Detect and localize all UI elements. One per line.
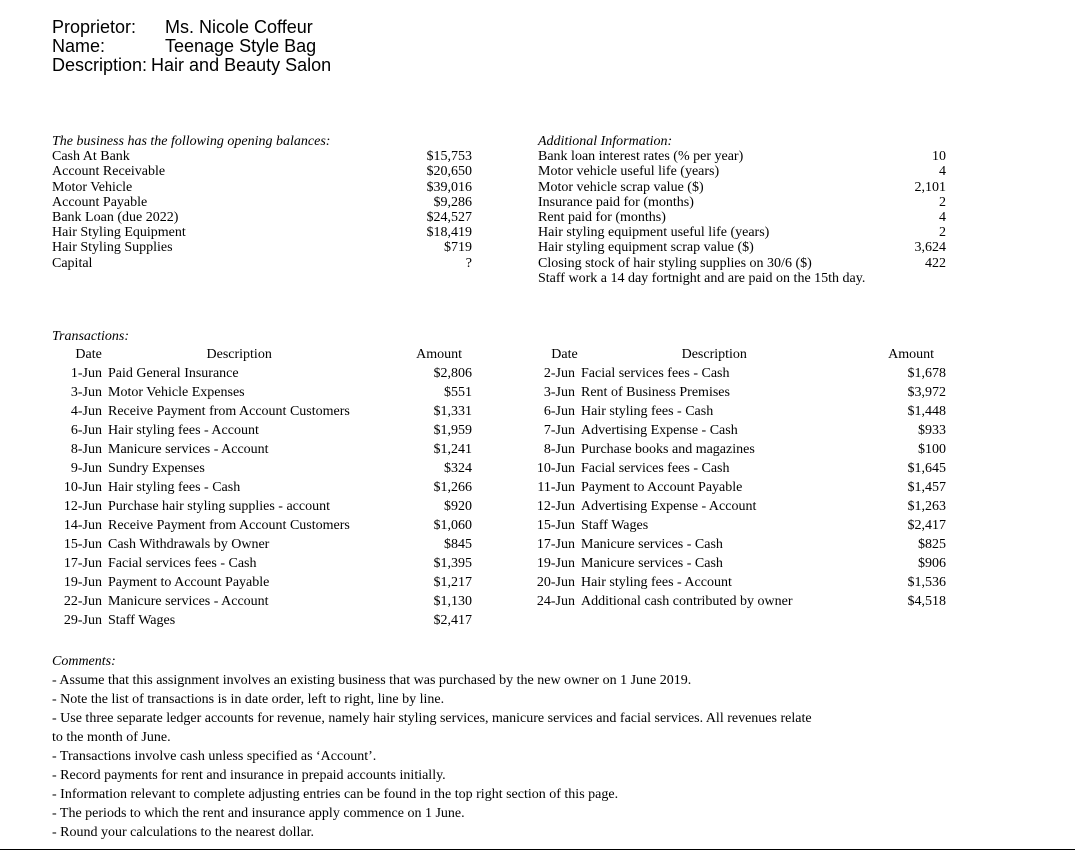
transaction-description: Manicure services - Account [108, 442, 269, 457]
additional-info-row [538, 195, 946, 210]
transaction-date: 15-Jun [63, 537, 102, 552]
transaction-date: 29-Jun [63, 613, 102, 628]
transaction-amount: $933 [918, 423, 946, 438]
transaction-description: Staff Wages [108, 613, 176, 628]
opening-balance-value: $719 [444, 240, 472, 256]
transaction-date: 2-Jun [543, 366, 575, 381]
transaction-description: Manicure services - Account [108, 594, 269, 609]
transaction-amount: $920 [444, 499, 472, 514]
transaction-amount: $906 [918, 556, 946, 571]
business-name-row [52, 37, 331, 56]
column-header-amount: Amount [416, 347, 462, 362]
additional-info-value: 4 [939, 164, 946, 180]
transaction-date: 14-Jun [63, 518, 102, 533]
transaction-description: Advertising Expense - Cash [581, 423, 738, 438]
transaction-description: Motor Vehicle Expenses [108, 385, 245, 400]
transaction-row [530, 478, 946, 497]
transaction-amount: $1,241 [433, 442, 472, 457]
transaction-description: Purchase books and magazines [581, 442, 755, 457]
transaction-date: 3-Jun [543, 385, 575, 400]
transaction-amount: $1,959 [433, 423, 472, 438]
transaction-amount: $825 [918, 537, 946, 552]
comment-line: - Use three separate ledger accounts for revenue, namely hair styling services, manicure services and facial services. All revenues relate [52, 711, 812, 726]
transaction-row [52, 535, 472, 554]
transaction-row [52, 554, 472, 573]
proprietor-row [52, 18, 331, 37]
opening-balance-row [52, 210, 472, 225]
additional-info-row [538, 149, 946, 164]
opening-balance-row [52, 164, 472, 179]
column-header-description: Description [206, 347, 272, 362]
transaction-row [530, 364, 946, 383]
transaction-amount: $1,217 [433, 575, 472, 590]
transaction-row [52, 592, 472, 611]
transaction-description: Manicure services - Cash [581, 537, 723, 552]
transaction-row [52, 440, 472, 459]
transaction-date: 8-Jun [70, 442, 102, 457]
opening-balance-value: $24,527 [426, 210, 472, 226]
transactions-table-right [530, 345, 946, 611]
proprietor-value: Ms. Nicole Coffeur [165, 17, 313, 37]
business-name-value: Teenage Style Bag [165, 36, 317, 56]
transaction-description: Additional cash contributed by owner [581, 594, 793, 609]
transaction-row [530, 554, 946, 573]
transaction-description: Facial services fees - Cash [108, 556, 257, 571]
additional-info-value: 2 [939, 225, 946, 241]
transaction-amount: $100 [918, 442, 946, 457]
opening-balance-row [52, 149, 472, 164]
proprietor-header [52, 18, 331, 75]
comment-line: - Note the list of transactions is in date order, left to right, line by line. [52, 692, 445, 707]
comment-line: - The periods to which the rent and insurance apply commence on 1 June. [52, 806, 465, 821]
transaction-date: 10-Jun [536, 461, 575, 476]
opening-balance-label: Account Receivable [52, 164, 166, 180]
transaction-amount: $4,518 [907, 594, 946, 609]
transactions-header-left [52, 345, 472, 364]
opening-balance-row [52, 195, 472, 210]
transaction-amount: $1,645 [907, 461, 946, 476]
transaction-date: 22-Jun [63, 594, 102, 609]
transaction-description: Rent of Business Premises [581, 385, 730, 400]
transaction-row [530, 440, 946, 459]
transaction-description: Receive Payment from Account Customers [108, 404, 350, 419]
comment-line: - Assume that this assignment involves an existing business that was purchased by the new owner on 1 June 2019. [52, 673, 692, 688]
transaction-row [52, 402, 472, 421]
opening-balance-label: Account Payable [52, 194, 148, 210]
business-name-label: Name: [52, 36, 106, 56]
comments-section [52, 652, 912, 842]
additional-info-label: Rent paid for (months) [538, 210, 666, 226]
transaction-description: Payment to Account Payable [108, 575, 270, 590]
opening-balance-label: Bank Loan (due 2022) [52, 210, 179, 226]
additional-info-value: 2 [939, 194, 946, 210]
transaction-amount: $1,395 [433, 556, 472, 571]
transactions-header-right [530, 345, 946, 364]
opening-balance-label: Motor Vehicle [52, 179, 133, 195]
opening-balance-value: $20,650 [426, 164, 472, 180]
transaction-description: Hair styling fees - Account [108, 423, 259, 438]
transaction-amount: $1,130 [433, 594, 472, 609]
comment-line: to the month of June. [52, 730, 171, 745]
additional-info-label: Staff work a 14 day fortnight and are paid on the 15th day. [538, 270, 866, 286]
description-label: Description: [52, 55, 148, 75]
transaction-row [530, 402, 946, 421]
transaction-row [52, 497, 472, 516]
transaction-description: Manicure services - Cash [581, 556, 723, 571]
transaction-date: 20-Jun [536, 575, 575, 590]
transaction-date: 8-Jun [543, 442, 575, 457]
transaction-row [52, 478, 472, 497]
additional-info-row [538, 240, 946, 255]
transaction-amount: $551 [444, 385, 472, 400]
additional-info-label: Motor vehicle useful life (years) [538, 164, 720, 180]
comment-line: - Information relevant to complete adjusting entries can be found in the top right section of this page. [52, 787, 619, 802]
transaction-row [530, 383, 946, 402]
transaction-amount: $1,331 [433, 404, 472, 419]
transaction-amount: $1,448 [907, 404, 946, 419]
opening-balance-value: $15,753 [426, 149, 472, 165]
transaction-date: 6-Jun [70, 423, 102, 438]
column-header-description: Description [681, 347, 747, 362]
additional-info-label: Bank loan interest rates (% per year) [538, 149, 744, 165]
opening-balance-label: Hair Styling Supplies [52, 240, 173, 256]
transaction-description: Hair styling fees - Cash [581, 404, 714, 419]
transaction-description: Purchase hair styling supplies - account [108, 499, 331, 514]
transaction-date: 3-Jun [70, 385, 102, 400]
transaction-description: Paid General Insurance [108, 366, 239, 381]
opening-balance-label: Capital [52, 255, 93, 271]
opening-balance-value: $9,286 [433, 194, 472, 210]
opening-balances-heading: The business has the following opening balances: [52, 134, 331, 149]
column-header-date: Date [551, 347, 578, 362]
transaction-row [530, 592, 946, 611]
additional-info-value: 422 [925, 255, 946, 271]
additional-info-row [538, 271, 946, 286]
opening-balance-row [52, 180, 472, 195]
transaction-amount: $845 [444, 537, 472, 552]
transactions-rows-right [530, 364, 946, 611]
transaction-amount: $2,417 [433, 613, 472, 628]
transaction-amount: $1,536 [907, 575, 946, 590]
bottom-divider [0, 849, 1075, 850]
transaction-date: 15-Jun [536, 518, 575, 533]
transaction-amount: $3,972 [907, 385, 946, 400]
opening-balances-list [52, 149, 472, 271]
opening-balance-value: $39,016 [426, 179, 472, 195]
transaction-row [52, 516, 472, 535]
transaction-description: Sundry Expenses [108, 461, 205, 476]
opening-balance-label: Cash At Bank [52, 149, 130, 165]
additional-info-row [538, 256, 946, 271]
opening-balance-row [52, 225, 472, 240]
transactions-rows-left [52, 364, 472, 630]
transaction-description: Payment to Account Payable [581, 480, 743, 495]
transaction-description: Staff Wages [581, 518, 649, 533]
additional-info-label: Hair styling equipment useful life (years) [538, 225, 770, 241]
comment-line: - Transactions involve cash unless specified as ‘Account’. [52, 749, 377, 764]
transaction-date: 11-Jun [537, 480, 575, 495]
comment-line: - Record payments for rent and insurance in prepaid accounts initially. [52, 768, 446, 783]
transaction-amount: $1,266 [433, 480, 472, 495]
transaction-row [530, 459, 946, 478]
transaction-row [530, 497, 946, 516]
opening-balance-value: ? [465, 255, 472, 271]
transaction-row [530, 421, 946, 440]
comments-list [52, 671, 912, 842]
additional-info-list [538, 149, 946, 286]
transaction-description: Cash Withdrawals by Owner [108, 537, 270, 552]
transaction-date: 9-Jun [70, 461, 102, 476]
transaction-row [530, 516, 946, 535]
transaction-date: 1-Jun [70, 366, 102, 381]
transaction-amount: $1,457 [907, 480, 946, 495]
transaction-date: 6-Jun [543, 404, 575, 419]
transactions-table-left [52, 345, 472, 630]
transaction-row [52, 364, 472, 383]
transaction-row [52, 383, 472, 402]
transaction-description: Facial services fees - Cash [581, 461, 730, 476]
comments-heading: Comments: [52, 654, 116, 669]
additional-info-label: Motor vehicle scrap value ($) [538, 179, 704, 195]
transaction-amount: $1,060 [433, 518, 472, 533]
transaction-date: 12-Jun [63, 499, 102, 514]
transaction-row [52, 611, 472, 630]
additional-info-row [538, 180, 946, 195]
transaction-description: Hair styling fees - Cash [108, 480, 241, 495]
transaction-date: 24-Jun [536, 594, 575, 609]
additional-info-section [538, 134, 946, 286]
transaction-date: 7-Jun [543, 423, 575, 438]
description-row [52, 56, 331, 75]
additional-info-label: Closing stock of hair styling supplies on 30/6 ($) [538, 255, 812, 271]
transaction-row [52, 421, 472, 440]
proprietor-label: Proprietor: [52, 17, 137, 37]
transaction-date: 17-Jun [536, 537, 575, 552]
transaction-amount: $2,806 [433, 366, 472, 381]
additional-info-value: 2,101 [914, 179, 946, 195]
opening-balance-value: $18,419 [426, 225, 472, 241]
additional-info-row [538, 164, 946, 179]
opening-balance-label: Hair Styling Equipment [52, 225, 186, 241]
transaction-description: Facial services fees - Cash [581, 366, 730, 381]
opening-balance-row [52, 240, 472, 255]
transaction-row [52, 573, 472, 592]
additional-info-value: 10 [932, 149, 946, 165]
opening-balances-section [52, 134, 472, 271]
transaction-amount: $1,263 [907, 499, 946, 514]
comment-line: - Round your calculations to the nearest dollar. [52, 825, 315, 840]
column-header-date: Date [75, 347, 102, 362]
transaction-description: Hair styling fees - Account [581, 575, 732, 590]
opening-balance-row [52, 256, 472, 271]
transaction-date: 19-Jun [63, 575, 102, 590]
description-value: Hair and Beauty Salon [151, 55, 332, 75]
transaction-amount: $1,678 [907, 366, 946, 381]
additional-info-label: Hair styling equipment scrap value ($) [538, 240, 754, 256]
additional-info-value: 4 [939, 210, 946, 226]
additional-info-row [538, 210, 946, 225]
transaction-amount: $2,417 [907, 518, 946, 533]
transaction-date: 10-Jun [63, 480, 102, 495]
transaction-row [52, 459, 472, 478]
transaction-date: 4-Jun [70, 404, 102, 419]
additional-info-value: 3,624 [914, 240, 946, 256]
transactions-heading: Transactions: [52, 329, 130, 344]
transaction-description: Receive Payment from Account Customers [108, 518, 350, 533]
transaction-date: 17-Jun [63, 556, 102, 571]
transaction-description: Advertising Expense - Account [581, 499, 757, 514]
additional-info-label: Insurance paid for (months) [538, 194, 694, 210]
column-header-amount: Amount [888, 347, 934, 362]
transaction-date: 12-Jun [536, 499, 575, 514]
additional-info-heading: Additional Information: [538, 134, 673, 149]
additional-info-row [538, 225, 946, 240]
transaction-date: 19-Jun [536, 556, 575, 571]
transaction-row [530, 573, 946, 592]
transaction-amount: $324 [444, 461, 472, 476]
transaction-row [530, 535, 946, 554]
